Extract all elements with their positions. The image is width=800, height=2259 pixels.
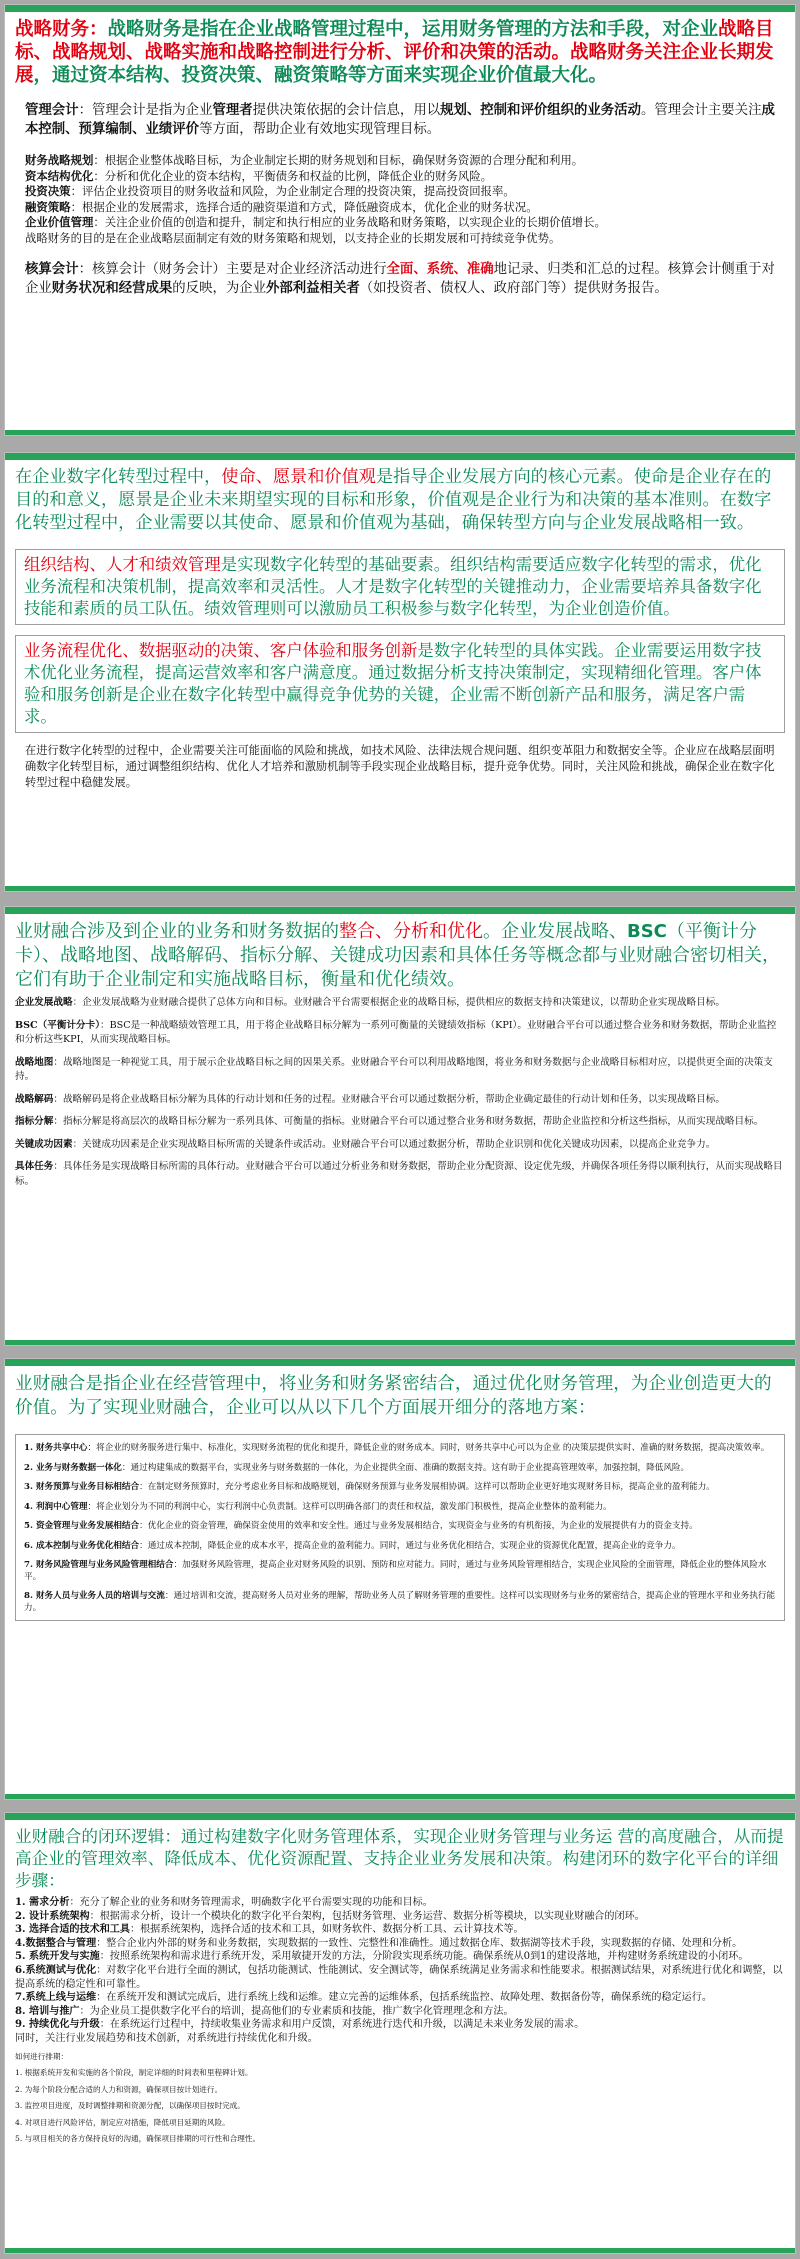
list-item: [15, 1896, 785, 1910]
slide-business-finance-integration: [4, 906, 796, 1346]
list-item: [15, 2018, 785, 2032]
text-span: 1. 财务共享中心: [24, 1443, 88, 1453]
text-span: ：企业发展战略为业财融合提供了总体方向和目标。业财融合平台需要根据企业的战略目标，提供相应的数据支持和决策建议，以帮助企业实现战略目标。: [72, 997, 725, 1008]
text-span: 3. 选择合适的技术和工具: [15, 1924, 130, 1936]
note-item: 2. 为每个阶段分配合适的人力和资源，确保项目按计划进行。: [15, 2084, 223, 2094]
list-item: [15, 1923, 785, 1937]
text-span: ：根据企业整体战略目标，为企业制定长期的财务规划和目标，确保财务资源的合理分配和利用。: [93, 153, 584, 167]
text-span: 地记录、归类和汇总的过程。核算会计侧重于对企业: [25, 262, 775, 296]
note-item: 3. 监控项目进度，及时调整排期和资源分配，以确保项目按时完成。: [15, 2101, 245, 2111]
text-span: 业务流程优化、数据驱动的决策、客户体验和服务创新: [24, 641, 418, 660]
text-span: ：战略地图是一种视觉工具，用于展示企业战略目标之间的因果关系。业财融合平台可以利用战略地图，将业务和财务数据与企业战略目标相对应，以提供更全面的决策支持。: [15, 1056, 773, 1082]
text-span: 企业价值管理: [25, 215, 94, 229]
text-span: ：将企业的财务服务进行集中、标准化，实现财务流程的优化和提升，降低企业的财务成本。同时，财务共享中心可以为企业 的决策层提供实时、准确的财务数据，提高决策效率。: [87, 1443, 770, 1453]
slide-implementation-plan: [4, 1358, 796, 1800]
steps-list: [15, 1896, 785, 2046]
slide-bottom-bar: [5, 2248, 795, 2253]
list-item: [24, 1463, 776, 1475]
list-item: [15, 1964, 785, 1991]
text-span: 战略目标、战略规划、战略实施和战略控制进行分析、评价和决策的活动。战略财务关注企业: [15, 19, 774, 63]
note-item: 5. 与项目相关的各方保持良好的沟通，确保项目排期的可行性和合理性。: [15, 2134, 261, 2144]
text-span: 全面、系统、准确: [386, 261, 494, 277]
list-item: [15, 1160, 785, 1189]
slide-top-bar: [5, 5, 795, 12]
list-item: [24, 1560, 776, 1583]
closed-loop-heading: 业财融合的闭环逻辑：通过构建数字化财务管理体系，实现企业财务管理与业务运 营的高度融合，从而提高企业的管理效率、降低成本、优化资源配置、支持企业业务发展和决策。构建闭环的数字化平台的详细步骤：: [15, 1827, 784, 1890]
text-span: 2. 设计系统架构: [15, 1910, 90, 1922]
text-span: 长期发展: [15, 42, 774, 86]
implementation-heading: 业财融合是指企业在经营管理中，将业务和财务紧密结合，通过优化财务管理，为企业创造更大的价值。为了实现业财融合，企业可以从以下几个方面展开细分的落地方案：: [15, 1374, 772, 1418]
text-span: ：充分了解企业的业务和财务管理需求，明确数字化平台需要实现的功能和目标。: [69, 1897, 433, 1908]
text-span: ：战略解码是将企业战略目标分解为具体的行动计划和任务的过程。业财融合平台可以通过数据分析，帮助企业确定最佳的行动计划和任务，以实现战略目标。: [53, 1093, 725, 1105]
text-span: ：BSC是一种战略绩效管理工具，用于将企业战略目标分解为一系列可衡量的关键绩效指标（KPI）。业财融合平台可以通过整合业务和财务数据，帮助企业监控和分析这些KPI，从而实现战略目标。: [15, 1019, 777, 1045]
text-span: ：将企业划分为不同的利润中心，实行利润中心负责制。这样可以明确各部门的责任和权益，激发部门积极性，提高企业整体的盈利能力。: [87, 1501, 612, 1512]
list-item: [24, 1521, 776, 1533]
note-item: 1. 根据系统开发和实施的各个阶段，制定详细的时间表和里程碑计划。: [15, 2068, 253, 2078]
notes-title: 如何进行排期：: [15, 2051, 69, 2061]
text-span: 提供决策依据的会计信息，用以: [252, 103, 441, 118]
text-span: ：分析和优化企业的资本结构，平衡债务和权益的比例，降低企业的财务风险。: [93, 168, 493, 183]
list-item: [24, 1541, 776, 1553]
text-span: 战略财务：: [15, 19, 108, 40]
text-span: 战略解码: [15, 1093, 54, 1105]
text-span: 3. 财务预算与业务目标相结合: [24, 1482, 140, 1492]
list-item: [25, 215, 785, 231]
text-span: 8. 培训与推广: [15, 2005, 80, 2017]
text-span: 企业发展战略: [15, 997, 73, 1008]
slide-closed-loop-logic: [4, 1812, 796, 2254]
text-span: ：对数字化平台进行全面的测试，包括功能测试、性能测试、安全测试等，确保系统满足业务需求和性能要求。根据测试结果，对系统进行优化和调整，以提高系统的稳定性和可靠性。: [15, 1964, 783, 1990]
integration-list: [15, 996, 785, 1189]
text-span: ：整合企业内外部的财务和业务数据，实现数据的一致性、完整性和准确性。通过数据仓库、数据湖等技术手段，实现数据的存储、处理和分析。: [96, 1937, 743, 1949]
slide-bottom-bar: [5, 1794, 795, 1799]
text-span: 整合、分析和优化: [339, 921, 483, 942]
text-span: 指标分解: [15, 1116, 54, 1127]
list-item: [24, 1482, 776, 1494]
list-item: [15, 1019, 785, 1048]
text-span: 规划、控制和评价组织的业务活动: [440, 102, 641, 118]
text-span: 7. 财务风险管理与业务风险管理相结合: [24, 1560, 174, 1570]
text-span: 4. 利润中心管理: [24, 1501, 88, 1512]
management-accounting: [15, 101, 785, 139]
slide-top-bar: [5, 1359, 795, 1366]
text-span: 战略地图: [15, 1056, 54, 1068]
text-span: 投资决策: [25, 184, 71, 198]
text-span: ：根据需求分析，设计一个模块化的数字化平台架构，包括财务管理、业务运营、数据分析等模块，以实现业财融合的闭环。: [89, 1910, 645, 1922]
text-span: 。管理会计主要关注: [640, 103, 762, 118]
list-item: [15, 1937, 785, 1951]
text-span: 财务状况和经营成果: [51, 280, 173, 296]
text-span: 管理会计: [25, 102, 79, 118]
slide-top-bar: [5, 453, 795, 460]
implementation-list: [15, 1434, 785, 1621]
text-span: 外部利益相关者: [266, 280, 360, 296]
text-span: 成本控制、预算编制、业绩评价: [25, 102, 775, 137]
text-span: ：根据系统架构，选择合适的技术和工具，如财务软件、数据分析工具、云计算技术等。: [130, 1924, 524, 1936]
scheduling-notes: [15, 2052, 785, 2145]
text-span: 在企业数字化转型过程中，: [15, 467, 222, 487]
text-span: 等方面，帮助企业有效地实现管理目标。: [199, 122, 441, 137]
note-item: 4. 对项目进行风险评估，制定应对措施，降低项目延期的风险。: [15, 2117, 230, 2127]
text-span: （平衡计分卡）、战略地图、战略解码、指标分解、关键成功因素和具体任务等概念都与业财融合密切相关，它们有助于企业制定和实施战略目标，衡量和优化绩效。: [15, 921, 780, 990]
text-span: ：优化企业的资金管理，确保资金使用的效率和安全性。通过与业务发展相结合，实现资金与业务的有机衔接，为企业的发展提供有力的资金支持。: [139, 1521, 698, 1531]
text-span: 6.系统测试与优化: [15, 1964, 97, 1976]
list-item: [25, 200, 785, 216]
list-item: [25, 153, 785, 169]
text-span: ：管理会计是指为企业: [78, 103, 213, 118]
text-span: ：在系统开发和测试完成后，进行系统上线和运维。建立完善的运维体系，包括系统监控、故障处理、数据备份等，确保系统的稳定运行。: [96, 1992, 712, 2004]
text-span: BSC: [627, 921, 667, 942]
text-span: BSC（平衡计分卡）: [15, 1019, 101, 1031]
text-span: 核算会计: [25, 261, 79, 277]
list-item: [15, 1115, 785, 1130]
list-item: [25, 184, 785, 200]
text-span: 2. 业务与财务数据一体化: [24, 1462, 122, 1473]
list-item: [15, 1093, 785, 1108]
text-span: 1. 需求分析: [15, 1897, 70, 1908]
text-span: ：具体任务是实现战略目标所需的具体行动。业财融合平台可以通过分析业务和财务数据，帮助企业分配资源、设定优先级，并确保各项任务得以顺利执行，从而实现战略目标。: [15, 1161, 783, 1187]
slide-digital-transformation: [4, 452, 796, 892]
text-span: 4.数据整合与管理: [15, 1937, 97, 1949]
text-span: 。企业发展战略、: [483, 921, 627, 942]
risk-paragraph: 在进行数字化转型的过程中，企业需要关注可能面临的风险和挑战，如技术风险、法律法规合规问题、组织变革阻力和数据安全等。企业应在战略层面明确数字化转型目标，通过调整组织结构、优化人才培养和激励机制等手段实现企业战略目标，提升竞争优势。同时，关注风险和挑战，确保企业在数字化转型过程中稳健发展。: [25, 744, 775, 789]
list-item: [15, 1138, 785, 1153]
text-span: ：通过成本控制，降低企业的成本水平，提高企业的盈利能力。同时，通过与业务优化相结合，实现企业的资源优化配置，提高企业的竞争力。: [139, 1540, 681, 1551]
list-item: [24, 1591, 776, 1614]
text-span: ：评估企业投资项目的财务收益和风险，为企业制定合理的投资决策，提高投资回报率。: [70, 184, 515, 198]
slide-top-bar: [5, 907, 795, 914]
list-item: [15, 2005, 785, 2019]
text-span: 财务战略规划: [25, 153, 94, 167]
text-span: ，通过资本结构、投资决策、融资策略等方面来实现企业价值最大化。: [33, 65, 608, 86]
text-span: 管理者: [212, 102, 253, 118]
text-span: （如投资者、债权人、政府部门等）提供财务报告。: [359, 281, 668, 296]
text-span: 5. 系统开发与实施: [15, 1951, 100, 1963]
text-span: 具体任务: [15, 1161, 54, 1172]
text-span: 关键成功因素: [15, 1138, 73, 1150]
text-span: 是指导企业发展方向的核心元素。使命是企业存在的目的和意义，愿景是企业未来期望实现的目标和形象，价值观是企业行为和决策的基本准则。在数字化转型过程中，企业需要以其使命、愿景和价值观为基础，确保转型方向与企业发展战略相一致。: [15, 467, 772, 533]
mission-paragraph: [15, 466, 785, 535]
list-item: [15, 1991, 785, 2005]
text-span: 融资策略: [25, 199, 71, 214]
list-item: [25, 169, 785, 185]
text-span: 6. 成本控制与业务优化相结合: [24, 1540, 140, 1551]
text-span: 战略财务是指在企业战略管理过程中，运用财务管理的方法和手段，对企业: [107, 19, 719, 40]
list-tail: 同时，关注行业发展趋势和技术创新，对系统进行持续优化和升级。: [15, 2032, 318, 2044]
list-item: [15, 1950, 785, 1964]
list-item: [15, 1056, 785, 1085]
list-item: [24, 1502, 776, 1514]
text-span: 业财融合涉及到企业的业务和财务数据的: [15, 921, 339, 942]
text-span: ：核算会计（财务会计）主要是对企业经济活动进行: [78, 262, 387, 277]
text-span: 7.系统上线与运维: [15, 1992, 97, 2004]
integration-heading: [15, 920, 785, 992]
text-span: 8. 财务人员与业务人员的培训与交流: [24, 1591, 165, 1601]
text-span: ：关键成功因素是企业实现战略目标所需的关键条件或活动。业财融合平台可以通过数据分析，帮助企业识别和优化关键成功因素，以提高企业竞争力。: [72, 1138, 716, 1150]
text-span: 9. 持续优化与升级: [15, 2019, 100, 2031]
org-paragraph: [15, 549, 785, 625]
text-span: 组织结构、人才和绩效管理: [24, 555, 221, 574]
slide-strategic-finance: [4, 4, 796, 436]
list-item: [15, 1910, 785, 1924]
text-span: ：为企业员工提供数字化平台的培训，提高他们的专业素质和技能，推广数字化管理理念和方法。: [79, 2005, 514, 2017]
list-tail: 战略财务的目的是在企业战略层面制定有效的财务策略和规划，以支持企业的长期发展和可持续竞争优势。: [25, 230, 561, 245]
text-span: 5. 资金管理与业务发展相结合: [24, 1521, 140, 1531]
text-span: 是数字化转型的具体实践。企业需要运用数字技术优化业务流程，提高运营效率和客户满意度。通过数据分析支持决策制定，实现精细化管理。客户体验和服务创新是企业在数字化转型中赢得竞争优势的关键，企业需不断创新产品和服务，满足客户需求。: [24, 641, 762, 726]
text-span: 是实现数字化转型的基础要素。组织结构需要适应数字化转型的需求，优化业务流程和决策机制，提高效率和灵活性。人才是数字化转型的关键推动力，企业需要培养具备数字化技能和素质的员工队伍。绩效管理则可以激励员工积极参与数字化转型，为企业创造价值。: [24, 555, 762, 618]
text-span: ：按照系统架构和需求进行系统开发，采用敏捷开发的方法，分阶段实现系统功能。确保系统从0到1的建设落地，并构建财务系统建设的小闭环。: [99, 1951, 749, 1963]
slide1-title: [15, 18, 785, 87]
list-item: [24, 1443, 776, 1455]
text-span: 资本结构优化: [25, 168, 94, 183]
slide-bottom-bar: [5, 886, 795, 891]
text-span: 使命、愿景和价值观: [221, 467, 376, 487]
core-accounting: [15, 260, 785, 298]
slide-bottom-bar: [5, 1340, 795, 1345]
text-span: ：根据企业的发展需求，选择合适的融资渠道和方式，降低融资成本，优化企业的财务状况。: [70, 199, 538, 214]
process-paragraph: [15, 635, 785, 733]
list-item: [15, 996, 785, 1011]
text-span: ：关注企业价值的创造和提升，制定和执行相应的业务战略和财务策略，以实现企业的长期价值增长。: [93, 215, 606, 229]
slide-bottom-bar: [5, 430, 795, 435]
text-span: 的反映，为企业: [172, 281, 267, 296]
slide-top-bar: [5, 1813, 795, 1820]
text-span: ：通过培训和交流，提高财务人员对业务的理解，帮助业务人员了解财务管理的重要性。这样可以实现财务与业务的紧密结合，提高企业的管理水平和业务执行能力。: [24, 1591, 776, 1613]
text-span: ：指标分解是将高层次的战略目标分解为一系列具体、可衡量的指标。业财融合平台可以通过整合业务和财务数据，帮助企业监控和分析这些指标，从而实现战略目标。: [53, 1116, 764, 1127]
text-span: ：在系统运行过程中，持续收集业务需求和用户反馈，对系统进行迭代和升级，以满足未来业务发展的需求。: [99, 2019, 585, 2031]
strategic-finance-list: [15, 153, 785, 246]
text-span: ：加强财务风险管理，提高企业对财务风险的识别、预防和应对能力。同时，通过与业务风险管理相结合，实现企业风险的全面管理，降低企业的整体风险水平。: [24, 1560, 767, 1582]
text-span: ：在制定财务预算时，充分考虑业务目标和战略规划，确保财务预算与业务发展相协调。这样可以帮助企业更好地实现财务目标，提高企业的盈利能力。: [139, 1482, 715, 1492]
text-span: ：通过构建集成的数据平台，实现业务与财务数据的一体化，为企业提供全面、准确的数据支持。这有助于企业提高管理效率，加强控制，降低风险。: [121, 1462, 690, 1473]
